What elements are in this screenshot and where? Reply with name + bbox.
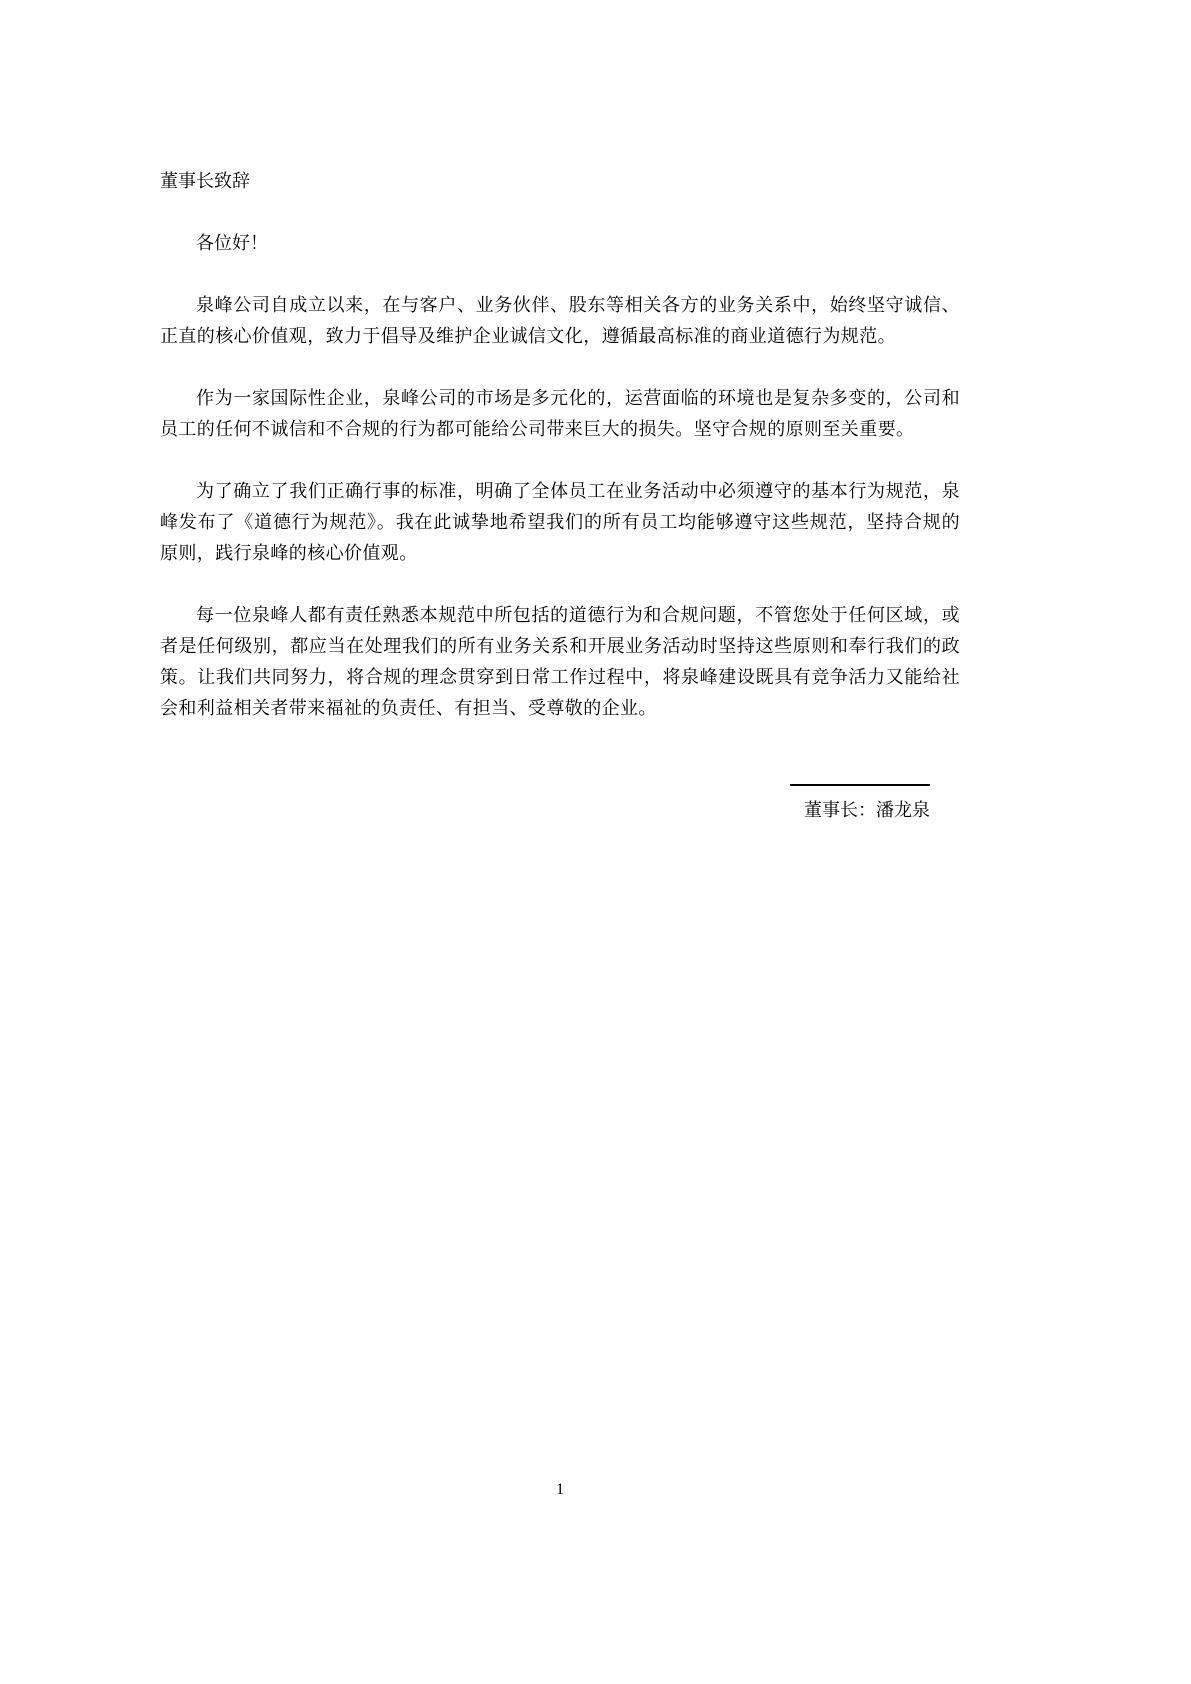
signature-block [160,774,960,826]
greeting: 各位好！ [196,233,268,253]
letter-content [160,166,960,826]
page-number: 1 [556,1481,564,1498]
paragraph-3: 为了确立了我们正确行事的标准，明确了全体员工在业务活动中必须遵守的基本行为规范，泉峰发布了《道德行为规范》。我在此诚挚地希望我们的所有员工均能够遵守这些规范，坚持合规的原则，践行泉峰的核心价值观。 [160,481,960,563]
paragraph-1: 泉峰公司自成立以来，在与客户、业务伙伴、股东等相关各方的业务关系中，始终坚守诚信、正直的核心价值观，致力于倡导及维护企业诚信文化，遵循最高标准的商业道德行为规范。 [160,295,960,346]
signature-name: 董事长：潘龙泉 [804,800,930,820]
paragraph-2: 作为一家国际性企业，泉峰公司的市场是多元化的，运营面临的环境也是复杂多变的，公司和员工的任何不诚信和不合规的行为都可能给公司带来巨大的损失。坚守合规的原则至关重要。 [160,388,960,439]
document-title: 董事长致辞 [160,171,250,191]
paragraph-4: 每一位泉峰人都有责任熟悉本规范中所包括的道德行为和合规问题，不管您处于任何区域，或者是任何级别，都应当在处理我们的所有业务关系和开展业务活动时坚持这些原则和奉行我们的政策。让我们共同努力，将合规的理念贯穿到日常工作过程中，将泉峰建设既具有竞争活力又能给社会和利益相关者带来福祉的负责任、有担当、受尊敬的企业。 [160,605,960,718]
signature-line [790,784,930,786]
